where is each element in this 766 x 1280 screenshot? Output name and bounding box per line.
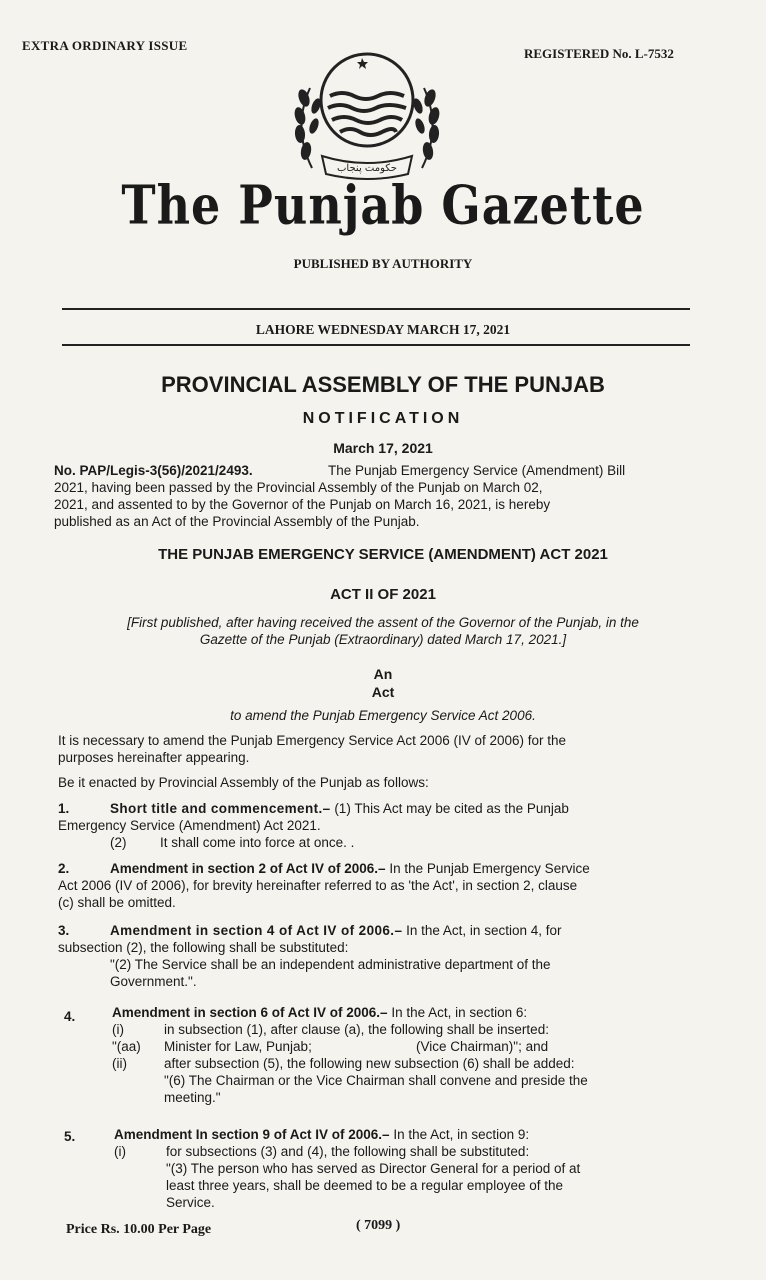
emblem-banner-text: حکومت پنجاب bbox=[337, 163, 397, 174]
first-published-line-1: [First published, after having received the assent of the Governor of the Punjab, in the bbox=[127, 615, 639, 630]
page-number: ( 7099 ) bbox=[356, 1218, 401, 1233]
intro-line-1: The Punjab Emergency Service (Amendment) Bill bbox=[328, 463, 626, 478]
section-3-number: 3. bbox=[58, 923, 70, 938]
section-4-ii-text: after subsection (5), the following new subsection (6) shall be added: bbox=[164, 1056, 575, 1071]
an-label: An bbox=[373, 666, 393, 682]
section-3-line-1: In the Act, in section 4, for bbox=[406, 923, 562, 938]
section-4-heading: Amendment in section 6 of Act IV of 2006.– bbox=[112, 1005, 388, 1020]
section-5-heading: Amendment In section 9 of Act IV of 2006.– bbox=[114, 1127, 390, 1142]
punjab-emblem-icon bbox=[282, 38, 452, 188]
price-label: Price Rs. 10.00 Per Page bbox=[66, 1222, 212, 1237]
section-5-number: 5. bbox=[64, 1129, 76, 1144]
act-purpose: to amend the Punjab Emergency Service Act 2006. bbox=[230, 708, 536, 723]
section-4-i-text: in subsection (1), after clause (a), the following shall be inserted: bbox=[164, 1022, 549, 1037]
preamble bbox=[58, 732, 718, 766]
act-number: ACT II OF 2021 bbox=[330, 586, 436, 603]
section-3-quote-2: Government.". bbox=[110, 974, 197, 989]
registration-number: REGISTERED No. L-7532 bbox=[524, 46, 674, 61]
assembly-heading: PROVINCIAL ASSEMBLY OF THE PUNJAB bbox=[161, 372, 605, 397]
bottom-rule bbox=[62, 344, 690, 346]
section-5-i-text: for subsections (3) and (4), the following shall be substituted: bbox=[166, 1144, 530, 1159]
section-3-quote-1: "(2) The Service shall be an independent administrative department of the bbox=[110, 957, 551, 972]
section-4 bbox=[58, 1004, 718, 1114]
intro-line-4: published as an Act of the Provincial Assembly of the Punjab. bbox=[54, 514, 420, 529]
issue-label: EXTRA ORDINARY ISSUE bbox=[22, 38, 188, 53]
dateline: LAHORE WEDNESDAY MARCH 17, 2021 bbox=[255, 322, 511, 337]
section-4-quote-1: "(6) The Chairman or the Vice Chairman shall convene and preside the bbox=[164, 1073, 588, 1088]
section-5-line-1: In the Act, in section 9: bbox=[393, 1127, 530, 1142]
section-4-aa-text: Minister for Law, Punjab; bbox=[164, 1039, 312, 1054]
section-1-sub-number: (2) bbox=[110, 835, 127, 850]
section-2-line-3: (c) shall be omitted. bbox=[58, 895, 176, 910]
section-2-line-1: In the Punjab Emergency Service bbox=[389, 861, 590, 876]
section-2-line-2: Act 2006 (IV of 2006), for brevity hereinafter referred to as 'the Act', in section 2, clause bbox=[58, 878, 578, 893]
intro-line-3: 2021, and assented to by the Governor of the Punjab on March 16, 2021, is hereby bbox=[54, 497, 551, 512]
gazette-title: The Punjab Gazette bbox=[121, 173, 645, 237]
section-4-line-1: In the Act, in section 6: bbox=[391, 1005, 528, 1020]
section-4-aa-role: (Vice Chairman)"; and bbox=[416, 1039, 549, 1054]
section-2-heading: Amendment in section 2 of Act IV of 2006.– bbox=[110, 861, 386, 876]
section-5-quote-3: Service. bbox=[166, 1195, 215, 1210]
section-5-i-number: (i) bbox=[114, 1144, 126, 1159]
top-rule bbox=[62, 308, 690, 310]
notification-date: March 17, 2021 bbox=[333, 440, 433, 456]
section-5-quote-2: least three years, shall be deemed to be a regular employee of the bbox=[166, 1178, 563, 1193]
first-published-line-2: Gazette of the Punjab (Extraordinary) dated March 17, 2021.] bbox=[199, 632, 567, 647]
section-4-number: 4. bbox=[64, 1009, 76, 1024]
act-title: THE PUNJAB EMERGENCY SERVICE (AMENDMENT) ACT 2021 bbox=[158, 546, 608, 563]
section-1-sub-text: It shall come into force at once. . bbox=[160, 835, 355, 850]
section-3-line-2: subsection (2), the following shall be substituted: bbox=[58, 940, 349, 955]
published-by-authority: PUBLISHED BY AUTHORITY bbox=[293, 256, 473, 271]
section-1 bbox=[58, 800, 718, 852]
intro-line-2: 2021, having been passed by the Provincial Assembly of the Punjab on March 02, bbox=[54, 480, 543, 495]
reference-number: No. PAP/Legis-3(56)/2021/2493. bbox=[54, 463, 253, 478]
section-5-quote-1: "(3) The person who has served as Director General for a period of at bbox=[166, 1161, 581, 1176]
first-published-note bbox=[0, 614, 766, 648]
enacting-clause: Be it enacted by Provincial Assembly of the Punjab as follows: bbox=[58, 775, 429, 790]
act-label: Act bbox=[371, 684, 395, 700]
section-4-i-number: (i) bbox=[112, 1022, 124, 1037]
section-5 bbox=[58, 1126, 728, 1216]
section-1-line-2: Emergency Service (Amendment) Act 2021. bbox=[58, 818, 321, 833]
section-2 bbox=[58, 860, 718, 912]
section-4-quote-2: meeting." bbox=[164, 1090, 221, 1105]
section-2-number: 2. bbox=[58, 861, 70, 876]
section-1-heading: Short title and commencement.– bbox=[110, 801, 331, 816]
section-3-heading: Amendment in section 4 of Act IV of 2006.– bbox=[110, 923, 403, 938]
preamble-line-2: purposes hereinafter appearing. bbox=[58, 750, 250, 765]
preamble-line-1: It is necessary to amend the Punjab Emergency Service Act 2006 (IV of 2006) for the bbox=[58, 733, 567, 748]
notification-heading: NOTIFICATION bbox=[302, 410, 464, 427]
section-1-line-1: (1) This Act may be cited as the Punjab bbox=[334, 801, 569, 816]
section-4-aa-number: "(aa) bbox=[112, 1039, 141, 1054]
section-1-number: 1. bbox=[58, 801, 70, 816]
section-3 bbox=[58, 922, 718, 992]
section-4-ii-number: (ii) bbox=[112, 1056, 127, 1071]
